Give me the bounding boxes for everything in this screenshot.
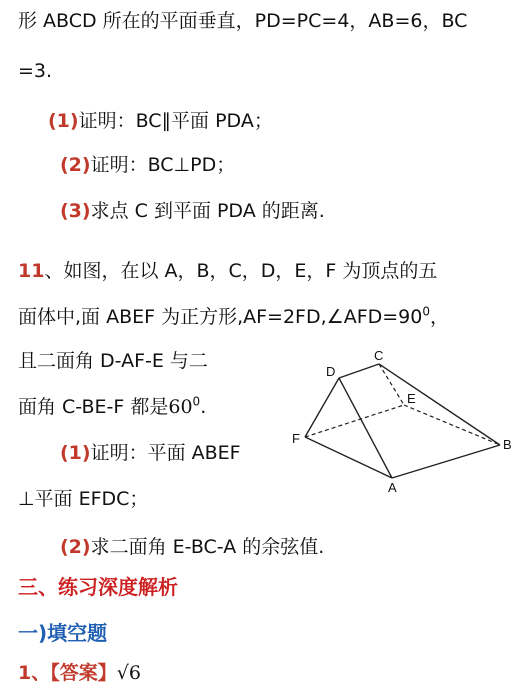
q11-text-1: 、如图，在以 A，B，C，D，E，F 为顶点的五: [44, 260, 438, 282]
edge-CB: [379, 364, 500, 445]
q11-part-1-cont: ⊥平面 EFDC；: [18, 488, 149, 510]
pentahedron-figure: [290, 345, 520, 495]
part-text: 证明：BC∥平面 PDA；: [78, 110, 273, 132]
label-B: B: [503, 437, 512, 452]
label-C: C: [374, 348, 384, 363]
q11-line-2: [18, 304, 449, 330]
edge-DC: [339, 364, 379, 378]
answer-label: 、【答案】: [31, 662, 117, 684]
answer-1: [18, 660, 141, 686]
q11-text-2a: 面体中,面 ABEF 为正方形,AF=2FD,∠AFD=90: [18, 306, 423, 328]
edge-CE: [379, 364, 404, 405]
q11-line-1: [18, 258, 437, 284]
label-D: D: [326, 364, 336, 379]
answer-number: 1: [18, 662, 32, 684]
angle-value: 60: [168, 396, 193, 418]
degree-superscript: 0: [422, 304, 430, 319]
q11-part-2: [60, 534, 324, 560]
subsection-heading: 一)填空题: [18, 621, 108, 645]
part-number: (2): [60, 536, 91, 558]
section-heading: 三、练习深度解析: [18, 575, 178, 599]
degree-superscript: 0: [192, 394, 201, 409]
q11-part-1: [60, 440, 241, 466]
part-number: (1): [48, 110, 79, 132]
part-text: 求点 C 到平面 PDA 的距离.: [90, 200, 325, 222]
q11-text-2b: ，: [430, 306, 450, 328]
intro-line-1: 形 ABCD 所在的平面垂直，PD=PC=4，AB=6，BC: [18, 10, 468, 32]
answer-value: √6: [116, 662, 141, 684]
part-number: (1): [60, 442, 91, 464]
part-text: 求二面角 E-BC-A 的余弦值.: [90, 536, 325, 558]
edge-FE: [305, 405, 404, 437]
edge-FA: [305, 437, 392, 478]
q10-part-3: [60, 198, 325, 224]
label-E: E: [407, 391, 416, 406]
question-number: 11: [18, 260, 45, 282]
q11-text-4b: .: [200, 396, 207, 418]
q10-part-2: [60, 152, 235, 178]
q11-line-3: 且二面角 D-AF-E 与二: [18, 350, 208, 372]
edge-AB: [392, 445, 500, 478]
edge-DA: [339, 378, 392, 478]
q11-line-4: [18, 394, 206, 420]
part-text: 证明：平面 ABEF: [90, 442, 241, 464]
intro-line-2: =3.: [18, 60, 53, 82]
q11-text-4a: 面角 C-BE-F 都是: [18, 396, 169, 418]
part-text: 证明：BC⊥PD；: [90, 154, 236, 176]
part-number: (2): [60, 154, 91, 176]
edge-EB: [404, 405, 500, 445]
label-F: F: [292, 431, 300, 446]
part-number: (3): [60, 200, 91, 222]
label-A: A: [388, 480, 397, 495]
q10-part-1: [48, 108, 273, 134]
